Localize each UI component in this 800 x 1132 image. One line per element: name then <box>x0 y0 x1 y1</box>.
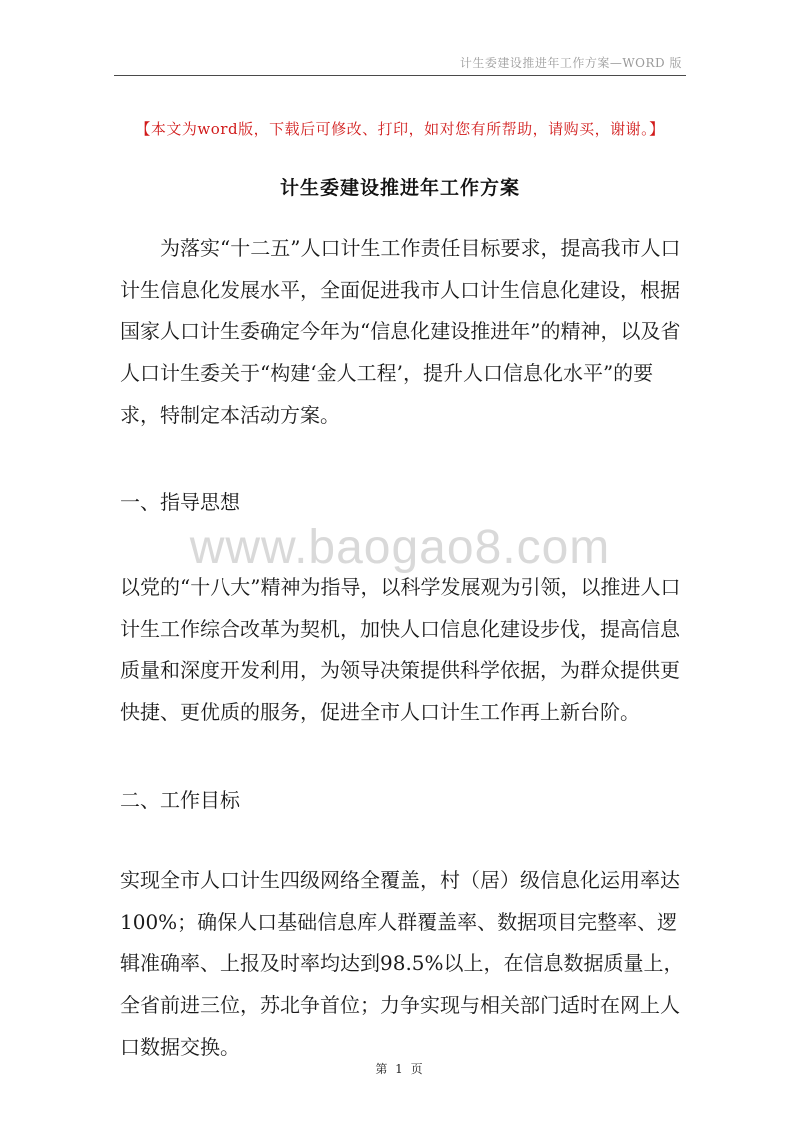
purchase-notice: 【本文为word版，下载后可修改、打印，如对您有所帮助，请购买，谢谢。】 <box>135 120 665 138</box>
running-header: 计生委建设推进年工作方案—WORD 版 <box>459 56 682 70</box>
section-body-guiding-ideology: 以党的“十八大”精神为指导，以科学发展观为引领，以推进人口计生工作综合改革为契机，加快人口信息化建设步伐，提高信息质量和深度开发利用，为领导决策提供科学依据，为群众提供更快捷、更优质的服务，促进全市人口计生工作再上新台阶。 <box>120 575 681 725</box>
section-body-work-goals: 实现全市人口计生四级网络全覆盖，村（居）级信息化运用率达100%；确保人口基础信息库人群覆盖率、数据项目完整率、逻辑准确率、上报及时率均达到98.5%以上，在信息数据质量上，全省前进三位，苏北争首位；力争实现与相关部门适时在网上人口数据交换。 <box>120 868 684 1059</box>
header-divider <box>114 75 686 76</box>
intro-paragraph: 为落实“十二五”人口计生工作责任目标要求，提高我市人口计生信息化发展水平，全面促进我市人口计生信息化建设，根据国家人口计生委确定今年为“信息化建设推进年”的精神，以及省人口计生委关于“构建‘金人工程’，提升人口信息化水平”的要求，特制定本活动方案。 <box>120 236 681 427</box>
watermark: www.baogao8.com <box>189 521 611 574</box>
section-heading-work-goals: 二、工作目标 <box>120 788 240 812</box>
page-number: 第 1 页 <box>375 1062 425 1076</box>
section-heading-guiding-ideology: 一、指导思想 <box>120 490 240 514</box>
document-title: 计生委建设推进年工作方案 <box>279 177 520 199</box>
